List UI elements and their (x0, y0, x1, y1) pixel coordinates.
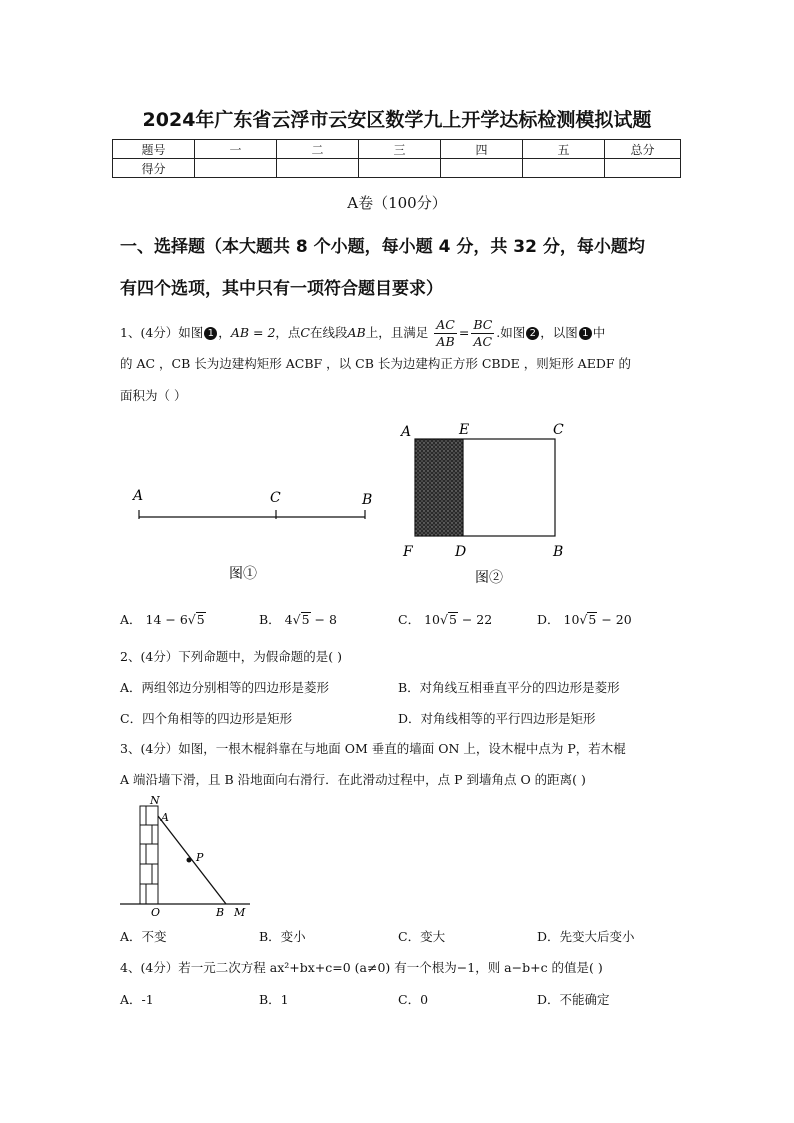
label-b: B (362, 492, 373, 508)
wall (140, 806, 158, 904)
label-f: F (403, 544, 413, 560)
q3-option-d: D．先变大后变小 (537, 929, 635, 944)
score-cell (277, 159, 359, 178)
score-cell (605, 159, 681, 178)
q1-option-b: B． 4√5 − 8 (259, 612, 337, 627)
score-row-label: 得分 (113, 159, 195, 178)
score-cell (359, 159, 441, 178)
page-title: 2024年广东省云浮市云安区数学九上开学达标检测模拟试题 (142, 109, 652, 131)
q1-text: .如图 (496, 325, 526, 340)
label-p: P (196, 851, 204, 864)
option-math: − 20 (597, 612, 632, 627)
q3-option-c: C．变大 (398, 929, 446, 944)
q3-option-a: A．不变 (120, 929, 167, 944)
q1-figure-1 (125, 482, 385, 592)
label-d: D (455, 544, 467, 560)
q1-text: 中 (592, 325, 606, 340)
radicand: 5 (196, 612, 205, 627)
score-header-cell: 四 (441, 140, 523, 159)
option-label: B． (259, 612, 281, 627)
option-math: 10 (563, 612, 580, 627)
option-label: A． (120, 612, 142, 627)
score-header-cell: 一 (195, 140, 277, 159)
fraction-numerator: AC (436, 317, 455, 332)
score-table-header-row (113, 140, 681, 159)
fraction-ac-ab (434, 317, 457, 350)
radicand: 5 (448, 612, 457, 627)
fraction-numerator: BC (473, 317, 493, 332)
section-1-heading-line2: 有四个选项，其中只有一项符合题目要求） (120, 279, 443, 299)
q1-math-c: C (300, 325, 310, 340)
q3-option-b: B．变小 (259, 929, 306, 944)
label-c: C (553, 422, 564, 438)
option-math: − 8 (310, 612, 337, 627)
q4-option-c: C．0 (398, 992, 429, 1007)
label-n: N (150, 794, 160, 807)
option-math: 14 − 6 (145, 612, 188, 627)
equals-sign: = (458, 325, 470, 340)
q1-prefix: 1、(4分）如图 (120, 325, 204, 340)
q3-stem-line2: A 端沿墙下滑，且 B 沿地面向右滑行．在此滑动过程中，点 P 到墙角点 O 的距离( ) (120, 772, 586, 787)
label-e: E (459, 422, 470, 438)
q4-stem: 4、(4分）若一元二次方程 ax²+bx+c=0 (a≠0) 有一个根为−1，则 a−b+c 的值是( ) (120, 960, 603, 975)
label-a: A (401, 424, 412, 440)
label-c: C (270, 490, 281, 506)
fraction-denominator: AB (436, 334, 455, 349)
q1-option-d: D． 10√5 − 20 (537, 612, 632, 627)
q2-option-c: C．四个角相等的四边形是矩形 (120, 711, 293, 726)
figure-caption: 图① (229, 566, 257, 582)
radicand: 5 (588, 612, 597, 627)
shaded-rectangle-aedf (415, 439, 463, 536)
label-m: M (234, 906, 246, 919)
q1-option-a: A． 14 − 6√5 (120, 612, 205, 627)
q4-option-b: B．1 (259, 992, 289, 1007)
q2-option-d: D．对角线相等的平行四边形是矩形 (398, 711, 596, 726)
q1-figure-2 (395, 418, 585, 590)
fraction-denominator: AC (473, 334, 493, 349)
option-math: − 22 (457, 612, 493, 627)
q2-stem: 2、(4分）下列命题中，为假命题的是( ) (120, 649, 343, 664)
q1-text: 上，且满足 (365, 325, 429, 340)
midpoint-p (187, 858, 192, 863)
score-header-cell: 总分 (605, 140, 681, 159)
label-a: A (133, 488, 144, 504)
q3-figure (118, 794, 258, 920)
score-table (112, 139, 681, 178)
section-1-heading-line1: 一、选择题（本大题共 8 个小题，每小题 4 分，共 32 分，每小题均 (120, 237, 645, 257)
figure-caption: 图② (475, 570, 503, 586)
score-header-cell: 题号 (113, 140, 195, 159)
stick-ab (158, 816, 226, 904)
q1-stem-line1 (120, 315, 680, 351)
q1-option-c: C． 10√5 − 22 (398, 612, 493, 627)
q1-math-ab: AB (347, 325, 366, 340)
label-b: B (553, 544, 564, 560)
score-cell (441, 159, 523, 178)
section-a-heading: A卷（100分） (347, 194, 447, 212)
q1-text: ，点 (275, 325, 301, 340)
q4-option-d: D．不能确定 (537, 992, 610, 1007)
option-label: D． (537, 612, 560, 627)
option-math: 4 (284, 612, 293, 627)
q4-option-a: A．-1 (120, 992, 154, 1007)
circled-number-icon: 1 (204, 327, 217, 340)
q2-option-b: B．对角线互相垂直平分的四边形是菱形 (398, 680, 620, 695)
label-b: B (216, 906, 225, 919)
score-cell (195, 159, 277, 178)
radicand: 5 (301, 612, 310, 627)
q1-math-ab-eq: AB = 2 (230, 325, 276, 340)
score-header-cell: 二 (277, 140, 359, 159)
circled-number-icon: 2 (526, 327, 539, 340)
score-header-cell: 五 (523, 140, 605, 159)
option-math: 10 (424, 612, 440, 627)
q3-stem-line1: 3、(4分）如图，一根木棍斜靠在与地面 OM 垂直的墙面 ON 上，设木棍中点为 P，若木棍 (120, 741, 626, 756)
label-a: A (161, 811, 169, 824)
score-header-cell: 三 (359, 140, 441, 159)
fraction-bc-ac (471, 317, 494, 350)
circled-number-icon: 1 (579, 327, 592, 340)
q1-stem-line3: 面积为（ ） (120, 388, 187, 403)
option-label: C． (398, 612, 421, 627)
label-o: O (151, 906, 161, 919)
q1-text: 在线段 (310, 325, 348, 340)
q1-text: ，以图 (540, 325, 578, 340)
q1-text: ， (218, 325, 231, 340)
score-cell (523, 159, 605, 178)
q2-option-a: A．两组邻边分别相等的四边形是菱形 (120, 680, 330, 695)
q1-stem-line2: 的 AC ，CB 长为边建构矩形 ACBF ，以 CB 长为边建构正方形 CBDE ，则矩形 AEDF 的 (120, 356, 631, 371)
score-table-score-row (113, 159, 681, 178)
